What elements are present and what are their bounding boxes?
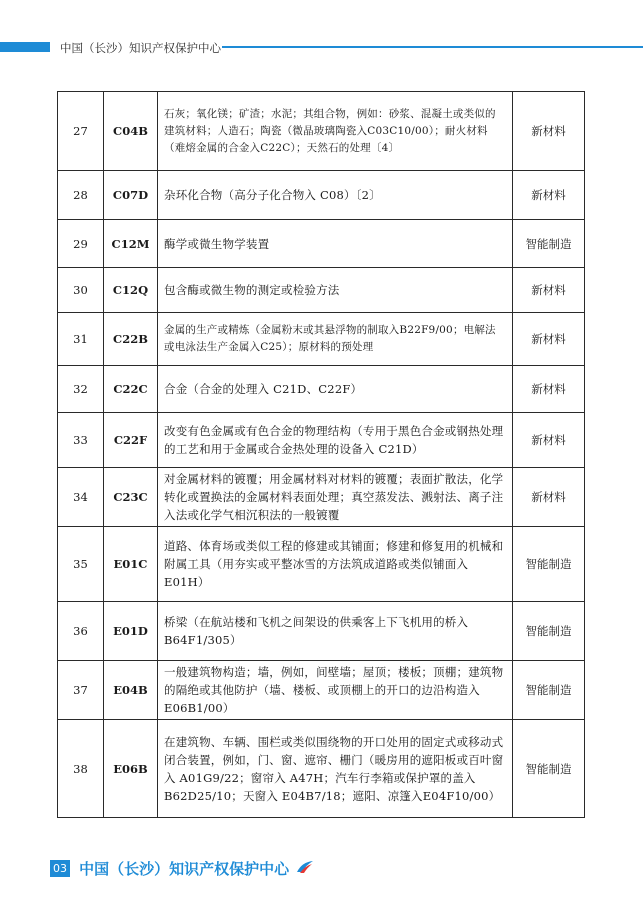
ipc-code: C12Q: [104, 268, 158, 313]
row-number: 35: [58, 527, 104, 602]
row-description: 酶学或微生物学装置: [158, 220, 513, 268]
page-number: 03: [50, 860, 70, 877]
table-row: [58, 413, 585, 468]
header-title: 中国（长沙）知识产权保护中心: [60, 41, 221, 55]
row-category: 新材料: [513, 468, 585, 527]
ipc-code: C04B: [104, 92, 158, 171]
row-number: 31: [58, 313, 104, 366]
ipc-code: E04B: [104, 661, 158, 720]
ipc-code: C22C: [104, 366, 158, 413]
table-row: [58, 468, 585, 527]
row-number: 29: [58, 220, 104, 268]
table-row: [58, 366, 585, 413]
row-category: 新材料: [513, 366, 585, 413]
table-row: [58, 171, 585, 220]
ipc-code: C23C: [104, 468, 158, 527]
row-description: 对金属材料的镀覆；用金属材料对材料的镀覆；表面扩散法，化学转化或置换法的金属材料表面处理；真空蒸发法、溅射法、离子注入法或化学气相沉积法的一般镀覆: [158, 468, 513, 527]
row-number: 38: [58, 720, 104, 818]
logo-icon: [296, 859, 314, 878]
table-row: [58, 602, 585, 661]
row-category: 智能制造: [513, 661, 585, 720]
row-description: 金属的生产或精炼（金属粉末或其悬浮物的制取入B22F9/00；电解法或电泳法生产金属入C25）；原材料的预处理: [158, 313, 513, 366]
ipc-code: C22B: [104, 313, 158, 366]
header-accent-block: [0, 42, 50, 52]
row-number: 33: [58, 413, 104, 468]
row-number: 36: [58, 602, 104, 661]
row-number: 28: [58, 171, 104, 220]
row-category: 智能制造: [513, 527, 585, 602]
ipc-code: E01C: [104, 527, 158, 602]
row-description: 在建筑物、车辆、围栏或类似围绕物的开口处用的固定式或移动式闭合装置，例如，门、窗、遮帘、栅门（暖房用的遮阳板或百叶窗入 A01G9/22；窗帘入 A47H；汽车行李箱或保护罩的盖入 B62D25/10；天窗入 E04B7/18；遮阳、凉篷入E04F10/00）: [158, 720, 513, 818]
table-row: [58, 268, 585, 313]
row-description: 一般建筑物构造；墙，例如，间壁墙；屋顶；楼板；顶棚；建筑物的隔绝或其他防护（墙、楼板、或顶棚上的开口的边沿构造入 E06B1/00）: [158, 661, 513, 720]
row-category: 智能制造: [513, 602, 585, 661]
header-bar: [0, 38, 643, 58]
table-row: [58, 720, 585, 818]
row-category: 新材料: [513, 268, 585, 313]
row-number: 27: [58, 92, 104, 171]
ipc-code: E06B: [104, 720, 158, 818]
row-description: 石灰；氧化镁；矿渣；水泥；其组合物，例如：砂浆、混凝土或类似的建筑材料；人造石；陶瓷（微晶玻璃陶瓷入C03C10/00）；耐火材料（难熔金属的合金入C22C）；天然石的处理〔4〕: [158, 92, 513, 171]
row-category: 新材料: [513, 92, 585, 171]
row-number: 37: [58, 661, 104, 720]
row-category: 智能制造: [513, 720, 585, 818]
row-description: 道路、体育场或类似工程的修建或其铺面；修建和修复用的机械和附属工具（用夯实或平整冰雪的方法筑成道路或类似铺面入 E01H）: [158, 527, 513, 602]
footer-title: 中国（长沙）知识产权保护中心: [79, 860, 290, 878]
ipc-code: C22F: [104, 413, 158, 468]
row-description: 包含酶或微生物的测定或检验方法: [158, 268, 513, 313]
classification-table: [57, 91, 585, 818]
table-row: [58, 527, 585, 602]
table-row: [58, 92, 585, 171]
row-category: 智能制造: [513, 220, 585, 268]
row-number: 32: [58, 366, 104, 413]
table-row: [58, 220, 585, 268]
page-footer: [50, 858, 314, 882]
table-row: [58, 661, 585, 720]
row-description: 合金（合金的处理入 C21D、C22F）: [158, 366, 513, 413]
row-category: 新材料: [513, 313, 585, 366]
header-rule: [222, 46, 643, 48]
row-description: 改变有色金属或有色合金的物理结构（专用于黑色合金或钢热处理的工艺和用于金属或合金热处理的设备入 C21D）: [158, 413, 513, 468]
row-description: 桥梁（在航站楼和飞机之间架设的供乘客上下飞机用的桥入B64F1/305）: [158, 602, 513, 661]
row-category: 新材料: [513, 171, 585, 220]
row-category: 新材料: [513, 413, 585, 468]
ipc-code: E01D: [104, 602, 158, 661]
row-number: 34: [58, 468, 104, 527]
table-row: [58, 313, 585, 366]
row-number: 30: [58, 268, 104, 313]
ipc-code: C07D: [104, 171, 158, 220]
ipc-code: C12M: [104, 220, 158, 268]
row-description: 杂环化合物（高分子化合物入 C08）〔2〕: [158, 171, 513, 220]
